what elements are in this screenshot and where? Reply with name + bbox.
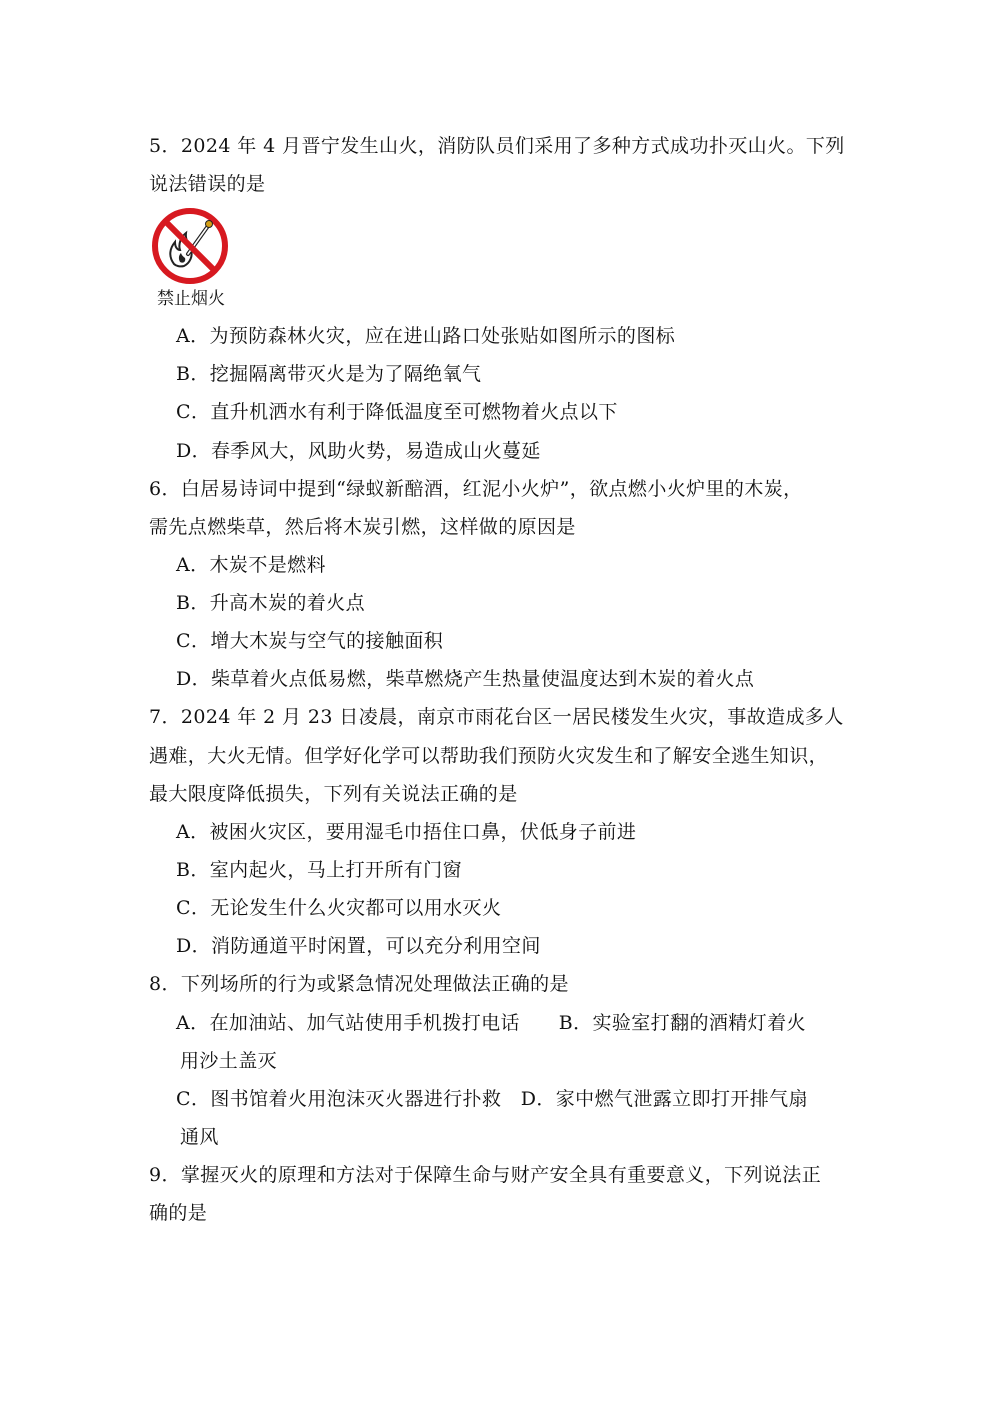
q7-option-d: D．消防通道平时闲置，可以充分利用空间 bbox=[176, 935, 541, 957]
q8-option-d-continuation: 通风 bbox=[180, 1126, 219, 1148]
question-5-line-1: 5．2024 年 4 月晋宁发生山火，消防队员们采用了多种方式成功扑灭山火。下列 bbox=[149, 135, 845, 157]
question-7-line-2: 遇难，大火无情。但学好化学可以帮助我们预防火灾发生和了解安全逃生知识， bbox=[149, 745, 829, 767]
q5-option-c: C．直升机洒水有利于降低温度至可燃物着火点以下 bbox=[176, 401, 618, 423]
q5-option-d: D．春季风大，风助火势，易造成山火蔓延 bbox=[176, 440, 541, 462]
question-9-line-1: 9．掌握灭火的原理和方法对于保障生命与财产安全具有重要意义，下列说法正 bbox=[149, 1164, 822, 1186]
q7-option-c: C．无论发生什么火灾都可以用水灭火 bbox=[176, 897, 502, 919]
q5-option-a: A．为预防森林火灾，应在进山路口处张贴如图所示的图标 bbox=[176, 325, 676, 347]
q6-option-d: D．柴草着火点低易燃，柴草燃烧产生热量使温度达到木炭的着火点 bbox=[176, 668, 755, 690]
q8-options-row-1: A．在加油站、加气站使用手机拨打电话 B．实验室打翻的酒精灯着火 bbox=[176, 1012, 806, 1034]
q6-option-b: B．升高木炭的着火点 bbox=[176, 592, 365, 614]
q6-option-c: C．增大木炭与空气的接触面积 bbox=[176, 630, 444, 652]
question-9-line-2: 确的是 bbox=[149, 1202, 208, 1224]
sign-caption: 禁止烟火 bbox=[157, 289, 225, 309]
q8-option-b-continuation: 用沙土盖灭 bbox=[180, 1050, 278, 1072]
no-fire-sign-icon bbox=[150, 206, 230, 286]
question-6-line-1: 6．白居易诗词中提到“绿蚁新醅酒，红泥小火炉”，欲点燃小火炉里的木炭， bbox=[149, 478, 803, 500]
question-8-line-1: 8．下列场所的行为或紧急情况处理做法正确的是 bbox=[149, 973, 569, 995]
q5-option-b: B．挖掘隔离带灭火是为了隔绝氧气 bbox=[176, 363, 482, 385]
q7-option-a: A．被困火灾区，要用湿毛巾捂住口鼻，伏低身子前进 bbox=[176, 821, 637, 843]
question-7-line-3: 最大限度降低损失，下列有关说法正确的是 bbox=[149, 783, 518, 805]
q6-option-a: A．木炭不是燃料 bbox=[176, 554, 326, 576]
q7-option-b: B．室内起火，马上打开所有门窗 bbox=[176, 859, 462, 881]
question-6-line-2: 需先点燃柴草，然后将木炭引燃，这样做的原因是 bbox=[149, 516, 576, 538]
question-7-line-1: 7．2024 年 2 月 23 日凌晨，南京市雨花台区一居民楼发生火灾，事故造成多人 bbox=[149, 706, 844, 728]
q8-options-row-2: C．图书馆着火用泡沫灭火器进行扑救 D．家中燃气泄露立即打开排气扇 bbox=[176, 1088, 808, 1110]
question-5-line-2: 说法错误的是 bbox=[149, 173, 266, 195]
